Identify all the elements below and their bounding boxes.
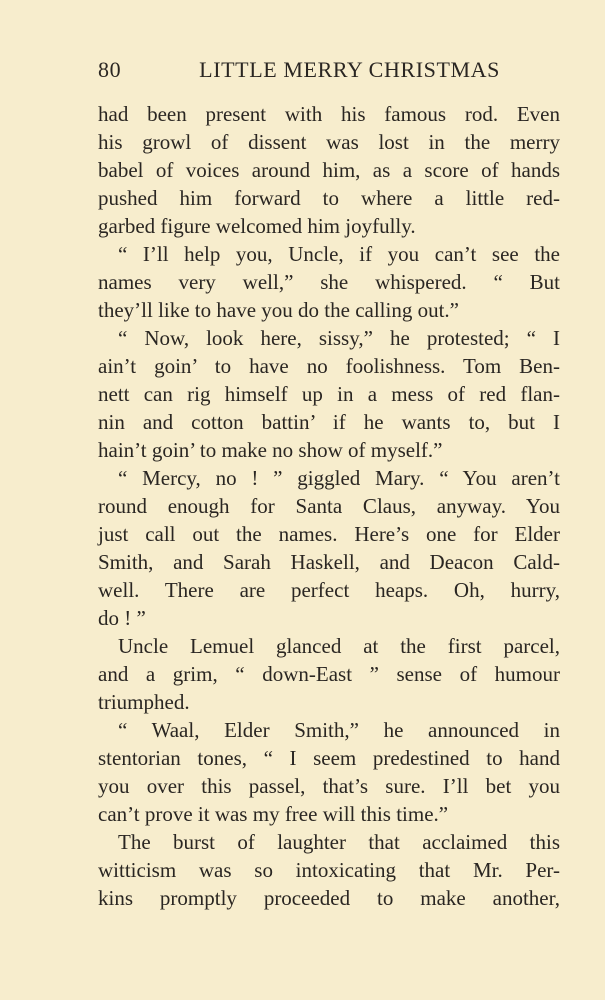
text-line: witticism was so intoxicating that Mr. Per- [98,858,560,882]
text-line: Smith, and Sarah Haskell, and Deacon Cald- [98,550,560,574]
text-line: pushed him forward to where a little red- [98,186,560,210]
text-line: Uncle Lemuel glanced at the first parcel, [118,634,560,658]
text-line: and a grim, “ down-East ” sense of humour [98,662,560,686]
text-line: babel of voices around him, as a score of hands [98,158,560,182]
text-line: “ I’ll help you, Uncle, if you can’t see the [118,242,560,266]
page-number: 80 [98,57,122,82]
text-line: had been present with his famous rod. Even [98,102,560,126]
text-line: nett can rig himself up in a mess of red flan- [98,382,560,406]
text-line: garbed figure welcomed him joyfully. [98,214,416,238]
text-line: hain’t goin’ to make no show of myself.” [98,438,443,462]
body-text [98,100,560,912]
text-line: names very well,” she whispered. “ But [98,270,560,294]
text-line: can’t prove it was my free will this time.” [98,802,449,826]
text-line: kins promptly proceeded to make another, [98,886,560,910]
text-line: well. There are perfect heaps. Oh, hurry, [98,578,560,602]
text-line: you over this passel, that’s sure. I’ll bet you [98,774,560,798]
text-line: do ! ” [98,606,146,630]
running-title: LITTLE MERRY CHRISTMAS [199,57,500,82]
text-line: triumphed. [98,690,190,714]
text-line: stentorian tones, “ I seem predestined to hand [98,746,560,770]
text-line: his growl of dissent was lost in the merry [98,130,560,154]
running-header [98,57,500,87]
text-line: they’ll like to have you do the calling out.” [98,298,459,322]
text-line: The burst of laughter that acclaimed this [118,830,560,854]
text-line: nin and cotton battin’ if he wants to, but I [98,410,560,434]
text-line: “ Now, look here, sissy,” he protested; “ I [118,326,560,350]
text-line: “ Mercy, no ! ” giggled Mary. “ You aren’t [118,466,560,490]
text-line: round enough for Santa Claus, anyway. You [98,494,560,518]
text-line: ain’t goin’ to have no foolishness. Tom Ben- [98,354,560,378]
text-line: “ Waal, Elder Smith,” he announced in [118,718,560,742]
text-line: just call out the names. Here’s one for Elder [98,522,560,546]
